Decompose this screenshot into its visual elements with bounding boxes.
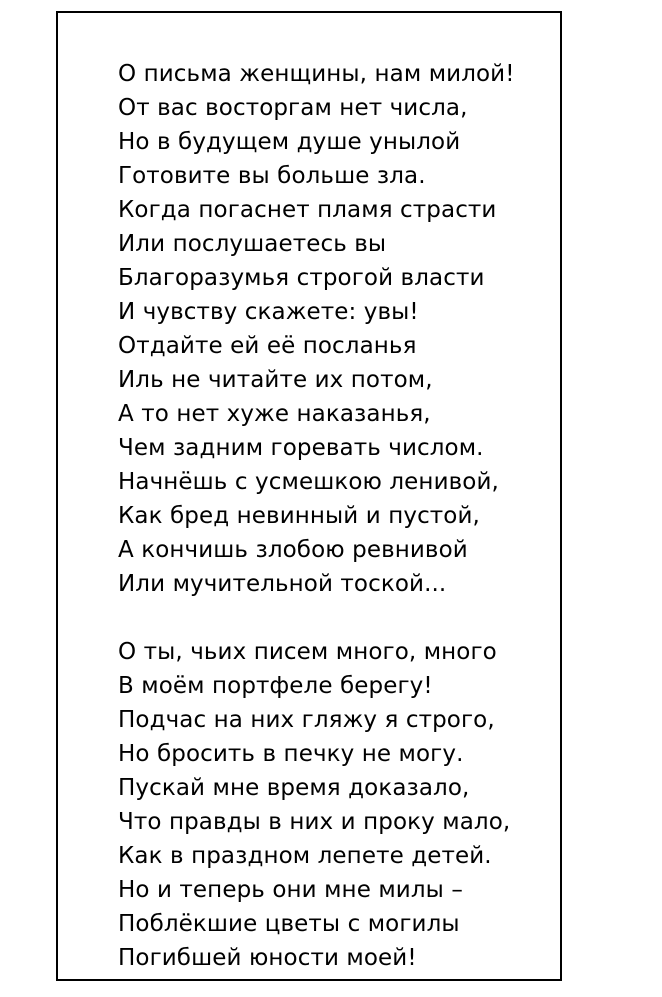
poem-line: Иль не читайте их потом, (118, 367, 433, 393)
poem-line: Благоразумья строгой власти (118, 265, 485, 291)
poem-line: Отдайте ей её посланья (118, 333, 417, 359)
poem-line: Как бред невинный и пустой, (118, 503, 480, 529)
poem-line: Но в будущем душе унылой (118, 129, 461, 155)
poem-line: Или мучительной тоской... (118, 571, 447, 597)
poem-line: Или послушаетесь вы (118, 231, 387, 257)
poem-line: О письма женщины, нам милой! (118, 61, 515, 87)
poem-line: И чувству скажете: увы! (118, 299, 419, 325)
poem-line: А кончишь злобою ревнивой (118, 537, 468, 563)
poem-line: Пускай мне время доказало, (118, 775, 470, 801)
poem-line: Поблёкшие цветы с могилы (118, 911, 460, 937)
poem-line: О ты, чьих писем много, много (118, 639, 497, 665)
stanza-2 (118, 635, 515, 975)
poem-text (118, 57, 515, 975)
poem-line: Готовите вы больше зла. (118, 163, 426, 189)
poem-line: Подчас на них гляжу я строго, (118, 707, 495, 733)
poem-line: Но и теперь они мне милы – (118, 877, 463, 903)
poem-line: Начнёшь с усмешкою ленивой, (118, 469, 499, 495)
poem-line: Как в праздном лепете детей. (118, 843, 492, 869)
poem-line: В моём портфеле берегу! (118, 673, 433, 699)
poem-line: От вас восторгам нет числа, (118, 95, 468, 121)
poem-line: А то нет хуже наказанья, (118, 401, 431, 427)
poem-line: Но бросить в печку не могу. (118, 741, 464, 767)
poem-line: Что правды в них и проку мало, (118, 809, 511, 835)
poem-line: Погибшей юности моей! (118, 945, 417, 971)
stanza-1 (118, 57, 515, 601)
poem-line: Когда погаснет пламя страсти (118, 197, 497, 223)
poem-line: Чем задним горевать числом. (118, 435, 484, 461)
